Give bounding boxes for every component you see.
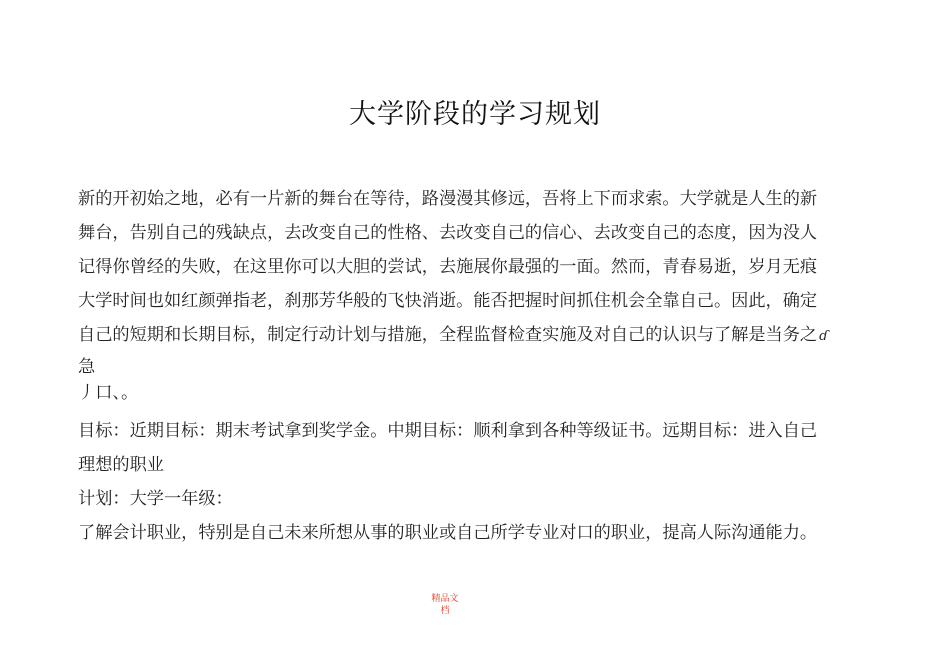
paragraph-line-5: 自己的短期和长期目标，制定行动计划与措施，全程监督检查实施及对自己的认识与了解是当务之: [78, 325, 818, 345]
plan-line-1: 了解会计职业，特别是自己未来所想从事的职业或自己所学专业对口的职业，提高人际沟通能力。: [78, 523, 818, 543]
paragraph-line-6: 急: [78, 357, 96, 377]
trailing-mark: ɗ: [819, 329, 828, 344]
plan-heading: 计划：大学一年级：: [78, 489, 233, 509]
paragraph-line-5-wrapper: [78, 318, 862, 354]
watermark-line-1: 精品文: [431, 594, 459, 604]
document-title: 大学阶段的学习规划: [349, 99, 601, 130]
document-body: [78, 182, 862, 550]
paragraph-line-3: 记得你曾经的失败，在这里你可以大胆的尝试，去施展你最强的一面。然而，青春易逝，岁月无痕: [78, 257, 818, 277]
watermark-line-2: 档: [440, 606, 450, 616]
paragraph-line-1: 新的开初始之地，必有一片新的舞台在等待，路漫漫其修远，吾将上下而求索。大学就是人生的新: [78, 189, 818, 209]
paragraph-line-7: 丿口、。: [78, 383, 139, 403]
goals-line-2: 理想的职业: [78, 455, 164, 475]
paragraph-line-2: 舞台，告别自己的残缺点，去改变自己的性格、去改变自己的信心、去改变自己的态度，因为没人: [78, 223, 818, 243]
paragraph-line-4: 大学时间也如红颜弹指老，刹那芳华般的飞快消逝。能否把握时间抓住机会全靠自己。因此，确定: [78, 291, 818, 311]
watermark: [420, 593, 470, 617]
goals-line-1: 目标：近期目标：期末考试拿到奖学金。中期目标：顺利拿到各种等级证书。远期目标：进入自己: [78, 421, 818, 441]
